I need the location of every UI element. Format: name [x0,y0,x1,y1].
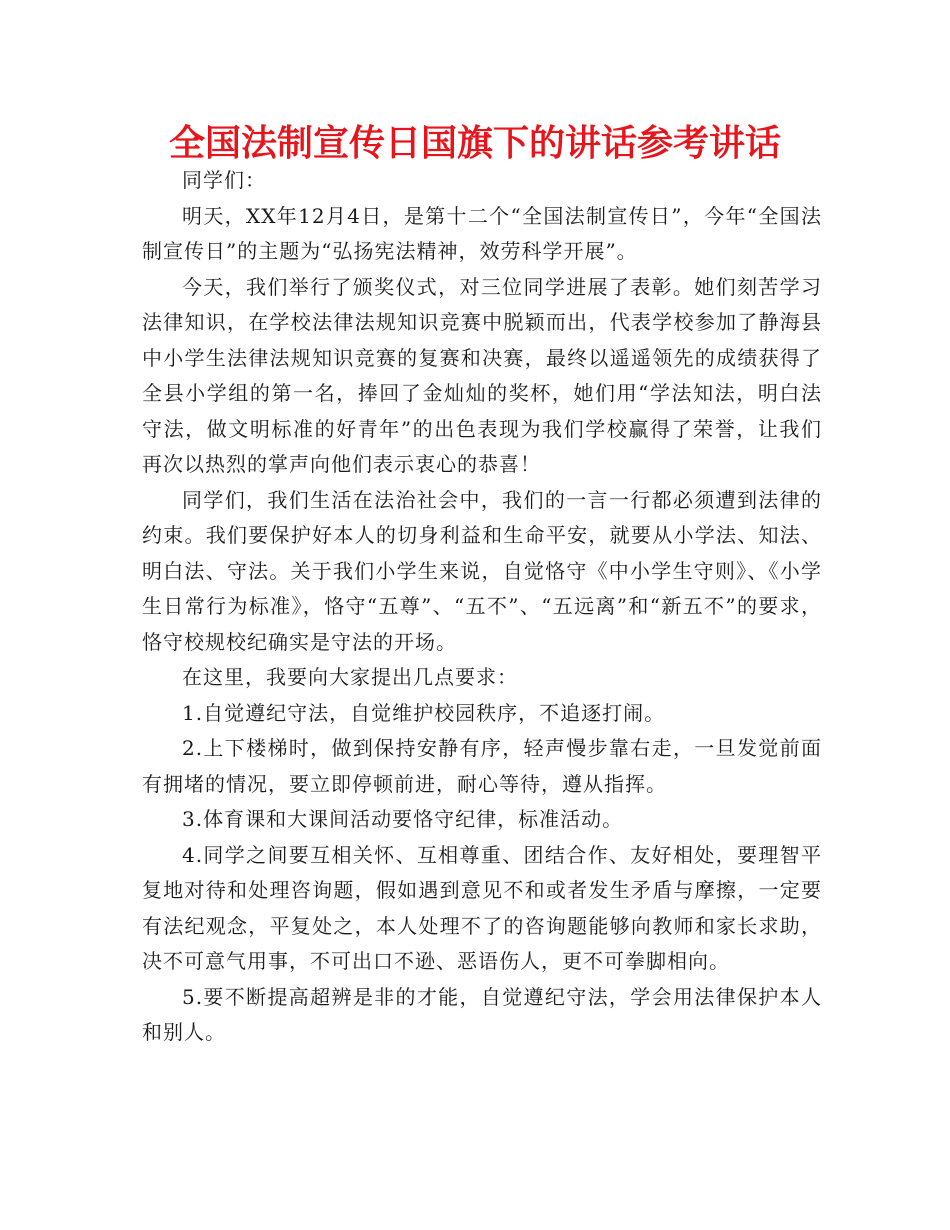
paragraph-greeting: 同学们： [182,168,266,192]
paragraph-intro: 明天，XX年12月4日，是第十二个“全国法制宣传日”，今年“全国法制宣传日”的主题为“弘扬宪法精神，效劳科学开展”。 [142,203,822,263]
paragraph-requirement-2: 2.上下楼梯时，做到保持安静有序，轻声慢步靠右走，一旦发觉前面有拥堵的情况，要立即停顿前进，耐心等待，遵从指挥。 [142,736,822,796]
document-body [142,163,822,1051]
paragraph-requirement-5: 5.要不断提高超辨是非的才能，自觉遵纪守法，学会用法律保护本人和别人。 [142,984,822,1044]
paragraph-requirements-intro: 在这里，我要向大家提出几点要求： [182,665,518,689]
document-title: 全国法制宣传日国旗下的讲话参考讲话 [168,123,781,164]
paragraph-requirement-3: 3.体育课和大课间活动要恪守纪律，标准活动。 [182,807,624,831]
paragraph-requirement-1: 1.自觉遵纪守法，自觉维护校园秩序，不追逐打闹。 [182,700,666,725]
paragraph-law-society: 同学们，我们生活在法治社会中，我们的一言一行都必须遭到法律的约束。我们要保护好本人的切身利益和生命平安，就要从小学法、知法、明白法、守法。关于我们小学生来说，自觉恪守《中小学生守则》、《小学生日常行为标准》，恪守“五尊”、“五不”、“五远离”和“新五不”的要求，恪守校规校纪确实是守法的开场。 [142,487,822,654]
paragraph-requirement-4: 4.同学之间要互相关怀、互相尊重、团结合作、友好相处，要理智平复地对待和处理咨询题，假如遇到意见不和或者发生矛盾与摩擦，一定要有法纪观念，平复处之，本人处理不了的咨询题能够向教师和家长求助，决不可意气用事，不可出口不逊、恶语伤人，更不可拳脚相向。 [142,842,822,973]
paragraph-award: 今天，我们举行了颁奖仪式，对三位同学进展了表彰。她们刻苦学习法律知识，在学校法律法规知识竞赛中脱颖而出，代表学校参加了静海县中小学生法律法规知识竞赛的复赛和决赛，最终以遥遥领先的成绩获得了全县小学组的第一名，捧回了金灿灿的奖杯，她们用“学法知法，明白法守法，做文明标准的好青年”的出色表现为我们学校赢得了荣誉，让我们再次以热烈的掌声向他们表示衷心的恭喜！ [142,274,822,476]
